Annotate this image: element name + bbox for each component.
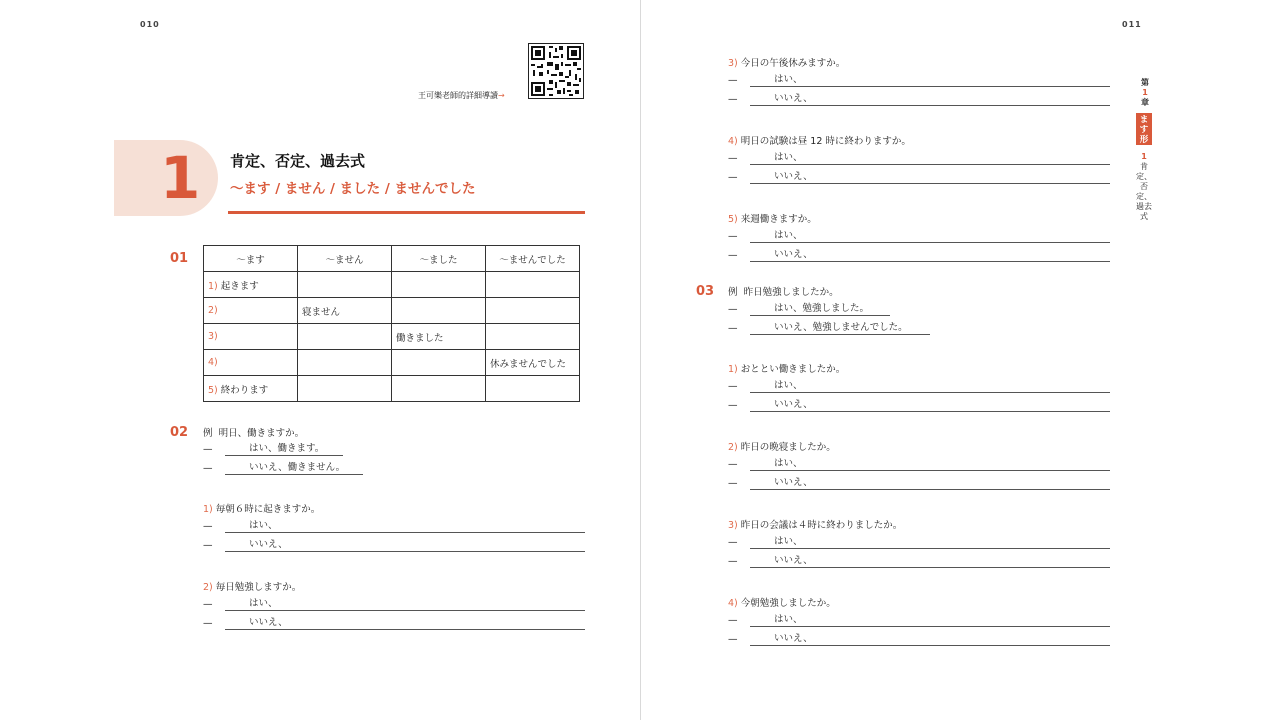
table-cell[interactable] xyxy=(392,272,486,298)
table-cell[interactable] xyxy=(204,298,298,324)
chapter-label-top: 第 xyxy=(1141,78,1149,87)
answer-dash: — xyxy=(728,75,738,86)
section-number-03: 03 xyxy=(696,284,715,299)
table-cell[interactable] xyxy=(486,376,580,402)
question xyxy=(728,211,817,225)
table-header: ～ました xyxy=(392,246,486,272)
question-number: 3) xyxy=(728,58,738,69)
cell-text: 働きました xyxy=(396,332,444,344)
question-text: 明日の試験は昼 12 時に終わりますか。 xyxy=(740,136,911,147)
answer-dash: — xyxy=(728,323,738,334)
answer-input[interactable]: いいえ、 xyxy=(750,633,1110,646)
answer-input[interactable]: はい、 xyxy=(750,536,1110,549)
answer-dash: — xyxy=(728,94,738,105)
example-mark: 例 xyxy=(728,287,738,298)
chapter-tab[interactable] xyxy=(1136,113,1152,145)
answer-dash: — xyxy=(728,537,738,548)
table-cell[interactable] xyxy=(298,272,392,298)
example-mark: 例 xyxy=(203,428,213,439)
answer-input[interactable]: はい、 xyxy=(750,458,1110,471)
question-text: 今朝勉強しましたか。 xyxy=(740,598,836,609)
table-cell[interactable] xyxy=(486,350,580,376)
table-cell[interactable] xyxy=(298,324,392,350)
answer-line: はい、働きます。 xyxy=(225,443,343,456)
table-row xyxy=(204,324,580,350)
answer-dash: — xyxy=(203,444,213,455)
question xyxy=(728,361,845,375)
answer-dash: — xyxy=(728,556,738,567)
answer-dash: — xyxy=(203,618,213,629)
table-cell[interactable] xyxy=(204,350,298,376)
answer-input[interactable]: いいえ、 xyxy=(750,93,1110,106)
question xyxy=(728,439,836,453)
table-cell[interactable] xyxy=(204,376,298,402)
answer-input[interactable]: はい、 xyxy=(225,598,585,611)
table-header-row xyxy=(204,246,580,272)
table-cell[interactable] xyxy=(204,272,298,298)
conjugation-table xyxy=(203,245,580,402)
sidebar-lesson-number: 1 xyxy=(1141,152,1147,161)
answer-line: いいえ、働きません。 xyxy=(225,462,363,475)
cell-text: 終わります xyxy=(220,384,269,396)
row-number: 4) xyxy=(208,357,218,368)
title-divider xyxy=(228,211,585,214)
answer-input[interactable]: はい、 xyxy=(750,74,1110,87)
answer-dash: — xyxy=(728,250,738,261)
table-row xyxy=(204,272,580,298)
answer-dash: — xyxy=(728,478,738,489)
table-cell[interactable] xyxy=(392,324,486,350)
answer-dash: — xyxy=(728,459,738,470)
question xyxy=(728,133,911,147)
table-cell[interactable] xyxy=(486,272,580,298)
cell-text: 休みませんでした xyxy=(490,358,567,370)
example-question xyxy=(203,425,304,439)
row-number: 5) xyxy=(208,384,218,396)
question-number: 1) xyxy=(203,504,213,515)
answer-dash: — xyxy=(203,599,213,610)
sidebar-lesson-desc: 肯定、否定、過去式 xyxy=(1136,162,1152,221)
table-header: ～ませんでした xyxy=(486,246,580,272)
answer-dash: — xyxy=(203,521,213,532)
qr-label-text: 王可樂老師的詳細導讀 xyxy=(418,91,498,100)
lesson-sidebar-label xyxy=(1136,152,1152,222)
chapter-label-bottom: 章 xyxy=(1141,98,1149,107)
question-number: 2) xyxy=(203,582,213,593)
lesson-number: 1 xyxy=(160,144,201,212)
answer-dash: — xyxy=(203,540,213,551)
answer-input[interactable]: いいえ、 xyxy=(750,171,1110,184)
question xyxy=(203,501,320,515)
answer-input[interactable]: いいえ、 xyxy=(750,249,1110,262)
table-cell[interactable] xyxy=(392,350,486,376)
chapter-tab-label: ます形 xyxy=(1139,115,1149,145)
lesson-subtitle: ～ます / ません / ました / ませんでした xyxy=(230,181,476,197)
answer-dash: — xyxy=(728,400,738,411)
answer-dash: — xyxy=(728,304,738,315)
answer-dash: — xyxy=(728,231,738,242)
table-cell[interactable] xyxy=(298,376,392,402)
cell-text: 寝ません xyxy=(302,306,341,318)
question-text: 毎朝６時に起きますか。 xyxy=(215,504,321,515)
table-row xyxy=(204,376,580,402)
question-number: 4) xyxy=(728,136,738,147)
question-number: 2) xyxy=(728,442,738,453)
table-header: ～ます xyxy=(204,246,298,272)
table-header: ～ません xyxy=(298,246,392,272)
section-number-02: 02 xyxy=(170,425,189,440)
left-page-number: 010 xyxy=(140,20,160,29)
answer-line: はい、勉強しました。 xyxy=(750,303,890,316)
answer-dash: — xyxy=(728,153,738,164)
example-question-text: 昨日勉強しましたか。 xyxy=(743,287,839,298)
table-cell[interactable] xyxy=(204,324,298,350)
table-cell[interactable] xyxy=(486,298,580,324)
page-gutter xyxy=(640,0,641,720)
answer-input[interactable]: いいえ、 xyxy=(225,617,585,630)
row-number: 3) xyxy=(208,331,218,342)
question xyxy=(203,579,301,593)
section-number-01: 01 xyxy=(170,251,189,266)
answer-input[interactable]: いいえ、 xyxy=(750,477,1110,490)
question-number: 1) xyxy=(728,364,738,375)
question-text: 毎日勉強しますか。 xyxy=(215,582,302,593)
row-number: 2) xyxy=(208,305,218,316)
answer-input[interactable]: はい、 xyxy=(750,614,1110,627)
question-number: 4) xyxy=(728,598,738,609)
answer-dash: — xyxy=(728,172,738,183)
arrow-right-icon: → xyxy=(498,91,505,100)
question-text: 昨日の晩寝ましたか。 xyxy=(740,442,836,453)
answer-input[interactable]: はい、 xyxy=(225,520,585,533)
answer-dash: — xyxy=(728,381,738,392)
cell-text: 起きます xyxy=(220,280,259,292)
question-number: 3) xyxy=(728,520,738,531)
answer-input[interactable]: はい、 xyxy=(750,380,1110,393)
lesson-title: 肯定、否定、過去式 xyxy=(230,152,366,170)
right-page-number: 011 xyxy=(1122,20,1142,29)
answer-input[interactable]: いいえ、 xyxy=(750,555,1110,568)
question xyxy=(728,517,902,531)
example-question-text: 明日、働きますか。 xyxy=(218,428,305,439)
table-cell[interactable] xyxy=(298,350,392,376)
table-cell[interactable] xyxy=(392,376,486,402)
question-text: 昨日の会議は４時に終わりましたか。 xyxy=(740,520,903,531)
table-row xyxy=(204,298,580,324)
answer-input[interactable]: はい、 xyxy=(750,230,1110,243)
chapter-number: 1 xyxy=(1142,88,1148,97)
qr-label xyxy=(418,90,505,101)
answer-dash: — xyxy=(728,615,738,626)
table-cell[interactable] xyxy=(392,298,486,324)
answer-line: いいえ、勉強しませんでした。 xyxy=(750,322,930,335)
table-cell[interactable] xyxy=(298,298,392,324)
answer-dash: — xyxy=(203,463,213,474)
row-number: 1) xyxy=(208,280,218,292)
qr-code[interactable] xyxy=(528,43,584,99)
question-text: おととい働きましたか。 xyxy=(740,364,846,375)
question xyxy=(728,55,845,69)
example-question xyxy=(728,284,839,298)
question-text: 来週働きますか。 xyxy=(740,214,817,225)
chapter-marker xyxy=(1136,78,1154,108)
answer-dash: — xyxy=(728,634,738,645)
table-row xyxy=(204,350,580,376)
answer-input[interactable]: いいえ、 xyxy=(750,399,1110,412)
question-text: 今日の午後休みますか。 xyxy=(740,58,846,69)
table-cell[interactable] xyxy=(486,324,580,350)
question xyxy=(728,595,836,609)
answer-input[interactable]: いいえ、 xyxy=(225,539,585,552)
answer-input[interactable]: はい、 xyxy=(750,152,1110,165)
question-number: 5) xyxy=(728,214,738,225)
